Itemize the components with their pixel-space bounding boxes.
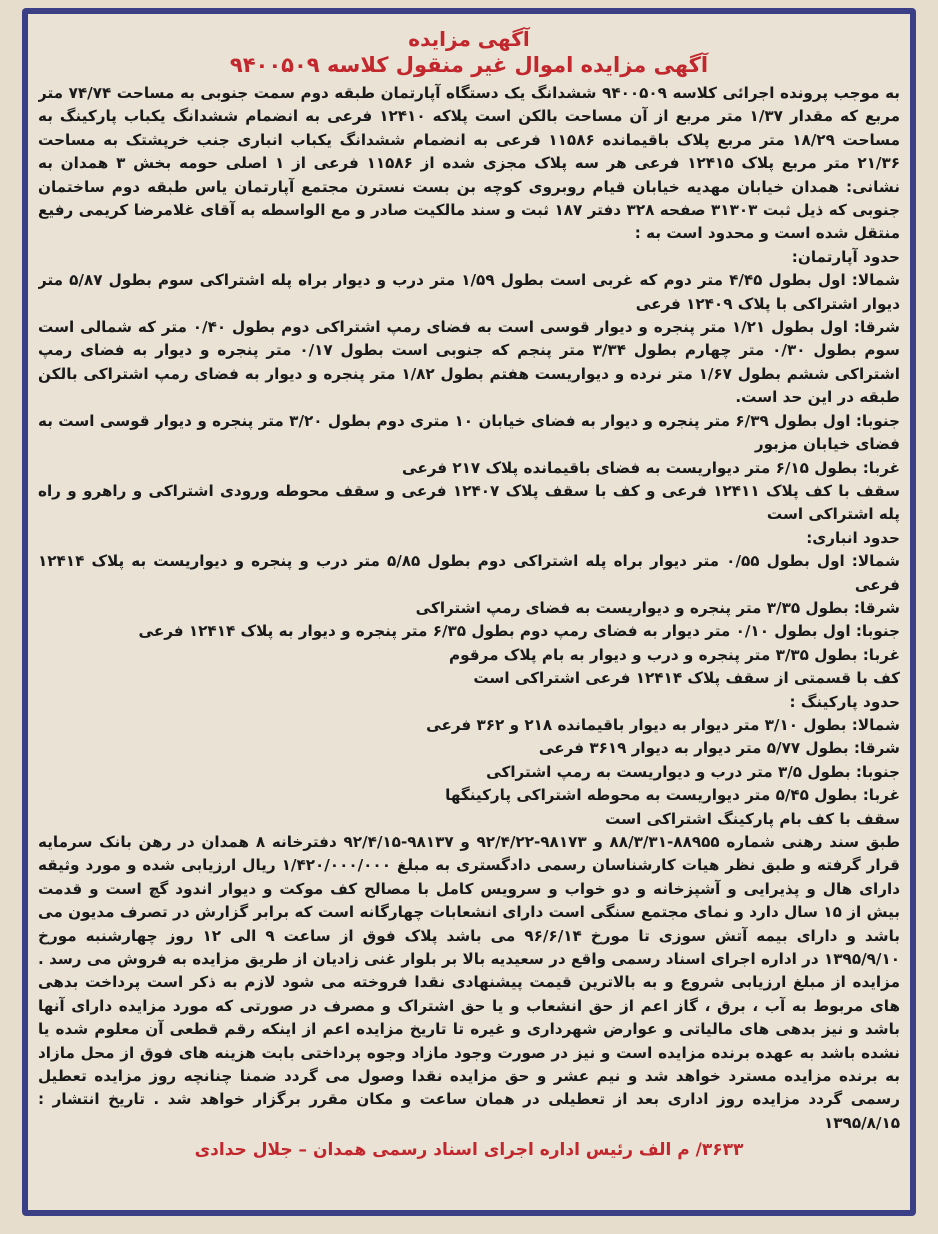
- notice-title: آگهی مزایده: [408, 27, 530, 51]
- notice-subtitle: آگهی مزایده اموال غیر منقول کلاسه ۹۴۰۰۵۰۹: [229, 53, 709, 77]
- parking-west: غربا: بطول ۵/۴۵ متر دیواریست به محوطه اشتراکی پارکینگها: [445, 786, 900, 805]
- storage-north: شمالا: اول بطول ۰/۵۵ متر دیوار براه پله اشتراکی دوم بطول ۵/۸۵ متر درب و پنجره و دیواریست به پلاک ۱۲۴۱۴ فرعی: [38, 552, 900, 594]
- apartment-west: غربا: بطول ۶/۱۵ متر دیواریست به فضای باقیمانده پلاک ۲۱۷ فرعی: [401, 458, 900, 477]
- signature-line: ۳۶۳۳/ م الف رئیس اداره اجرای اسناد رسمی همدان – جلال حدادی: [194, 1140, 744, 1161]
- apartment-boundaries-heading: حدود آپارتمان:: [791, 247, 900, 266]
- notice-content: [38, 26, 900, 1200]
- storage-floor: کف با قسمتی از سقف پلاک ۱۲۴۱۴ فرعی اشتراکی است: [473, 669, 900, 688]
- notice-body: [38, 82, 900, 1135]
- closing-paragraph: طبق سند رهنی شماره ۸۸۹۵۵-۸۸/۳/۳۱ و ۹۸۱۷۳-۹۲/۴/۲۲ و ۹۸۱۳۷-۹۲/۴/۱۵ دفترخانه ۸ همدان در رهن بانک سرمایه قرار گرفته و طبق نظر هیات کارشناسان رسمی دادگستری به مبلغ ۱/۴۲۰/۰۰۰/۰۰۰ ریال ارزیابی شده و مورد وثیقه دارای هال و پذیرایی و آشپزخانه و دو خواب و سرویس کامل با مصالح کف موکت و دیوار اندود گچ است و قدمت بیش از ۱۵ سال دارد و نمای مجتمع سنگی است دارای انشعابات چهارگانه است که برابر گزارش در تصرف مدیون می باشد و دارای بیمه آتش سوزی تا مورخ ۹۶/۶/۱۴ می باشد پلاک فوق از ساعت ۹ الی ۱۲ روز چهارشنبه مورخ ۱۳۹۵/۹/۱۰ در اداره اجرای اسناد رسمی واقع در سعیدیه بالا بر بلوار غنی زادیان از طریق مزایده به فروش می رسد . مزایده از مبلغ ارزیابی شروع و به بالاترین قیمت پیشنهادی نقدا فروخته می شود لازم به ذکر است پرداخت بدهی های مربوط به آب ، برق ، گاز اعم از حق انشعاب و یا حق اشتراک و مصرف در صورتی که مورد مزایده دارای آنها باشد و نیز بدهی های مالیاتی و عوارض شهرداری و غیره تا تاریخ مزایده اعم از اینکه رقم قطعی آن معلوم شده یا نشده باشد به عهده برنده مزایده است و نیز در صورت وجود مازاد وجوه پرداختی بابت هزینه های فوق از محل مازاد به برنده مزایده مسترد خواهد شد و نیم عشر و حق مزایده نقدا وصول می گردد ضمنا چنانچه روز مزایده تعطیل رسمی گردد مزایده روز اداری بعد از تعطیلی در همان ساعت و مکان مقرر برگزار خواهد شد . تاریخ انتشار : ۱۳۹۵/۸/۱۵: [38, 833, 900, 1132]
- notice-frame: [22, 8, 916, 1216]
- parking-north: شمالا: بطول ۳/۱۰ متر دیوار به دیوار باقیمانده ۲۱۸ و ۳۶۲ فرعی: [426, 715, 900, 734]
- apartment-ceiling: سقف با کف پلاک ۱۲۴۱۱ فرعی و کف با سقف پلاک ۱۲۴۰۷ فرعی و سقف محوطه ورودی اشتراکی و راهرو و راه پله اشتراکی است: [38, 481, 900, 524]
- apartment-north: شمالا: اول بطول ۴/۴۵ متر دوم که غربی است بطول ۱/۵۹ متر درب و دیوار براه پله اشتراکی سوم بطول ۵/۸۷ متر دیوار اشتراکی با پلاک ۱۲۴۰۹ فرعی: [38, 271, 900, 313]
- intro-paragraph: به موجب پرونده اجرائی کلاسه ۹۴۰۰۵۰۹ ششدانگ یک دستگاه آپارتمان طبقه دوم سمت جنوبی به مساحت ۷۴/۷۴ متر مربع که مقدار ۱/۳۷ متر مربع از آن مساحت بالکن است پلاکه ۱۲۴۱۰ فرعی به انضمام ششدانگ یکباب پارکینگ به مساحت ۱۸/۲۹ متر مربع پلاک باقیمانده ۱۱۵۸۶ فرعی به انضمام ششدانگ یکباب انباری جنب خرپشتک به مساحت ۲۱/۳۶ متر مربع پلاک ۱۲۴۱۵ فرعی هر سه پلاک مجزی شده از ۱۱۵۸۶ فرعی از ۱ اصلی حومه بخش ۳ همدان به نشانی: همدان خیابان مهدیه خیابان قیام روبروی کوچه بن بست نسترن مجتمع آپارتمان یاس طبقه دوم ساختمان جنوبی که ذیل ثبت ۳۱۳۰۳ صفحه ۳۲۸ دفتر ۱۸۷ ثبت و سند مالکیت صادر و مع الواسطه به آقای غلامرضا کریمی رفیع منتقل شده است و محدود است به :: [38, 84, 900, 243]
- apartment-east: شرقا: اول بطول ۱/۲۱ متر پنجره و دیوار قوسی است به فضای رمپ اشتراکی دوم بطول ۰/۴۰ متر که شمالی است سوم بطول ۰/۳۰ متر چهارم بطول ۳/۳۴ متر پنجم که جنوبی است بطول ۰/۱۷ متر پنجره و دیوار به فضای رمپ اشتراکی ششم بطول ۱/۶۷ متر نرده و دیواریست هفتم بطول ۱/۸۲ متر پنجره و دیوار به فضای رمپ اشتراکی بالکن طبقه در این حد است.: [38, 318, 900, 407]
- apartment-south: جنوبا: اول بطول ۶/۳۹ متر پنجره و دیوار به فضای خیابان ۱۰ متری دوم بطول ۳/۲۰ متر پنجره و دیوار قوسی است به فضای خیابان مزبور: [38, 411, 900, 454]
- storage-boundaries-heading: حدود انباری:: [806, 528, 900, 547]
- notice-header: [38, 26, 900, 78]
- parking-ceiling: سقف با کف بام پارکینگ اشتراکی است: [605, 809, 900, 828]
- parking-boundaries-heading: حدود پارکینگ :: [789, 692, 900, 711]
- parking-east: شرقا: بطول ۵/۷۷ متر دیوار به دیوار ۳۶۱۹ فرعی: [538, 739, 900, 758]
- storage-east: شرقا: بطول ۳/۳۵ متر پنجره و دیواریست به فضای رمپ اشتراکی: [415, 598, 900, 617]
- storage-west: غربا: بطول ۳/۳۵ متر پنجره و درب و دیوار به بام پلاک مرقوم: [449, 645, 900, 664]
- storage-south: جنوبا: اول بطول ۰/۱۰ متر دیوار به فضای رمپ دوم بطول ۶/۳۵ متر پنجره و دیوار به پلاک ۱۲۴۱۴ فرعی: [138, 622, 900, 641]
- parking-south: جنوبا: بطول ۳/۵ متر درب و دیواریست به رمپ اشتراکی: [486, 762, 900, 781]
